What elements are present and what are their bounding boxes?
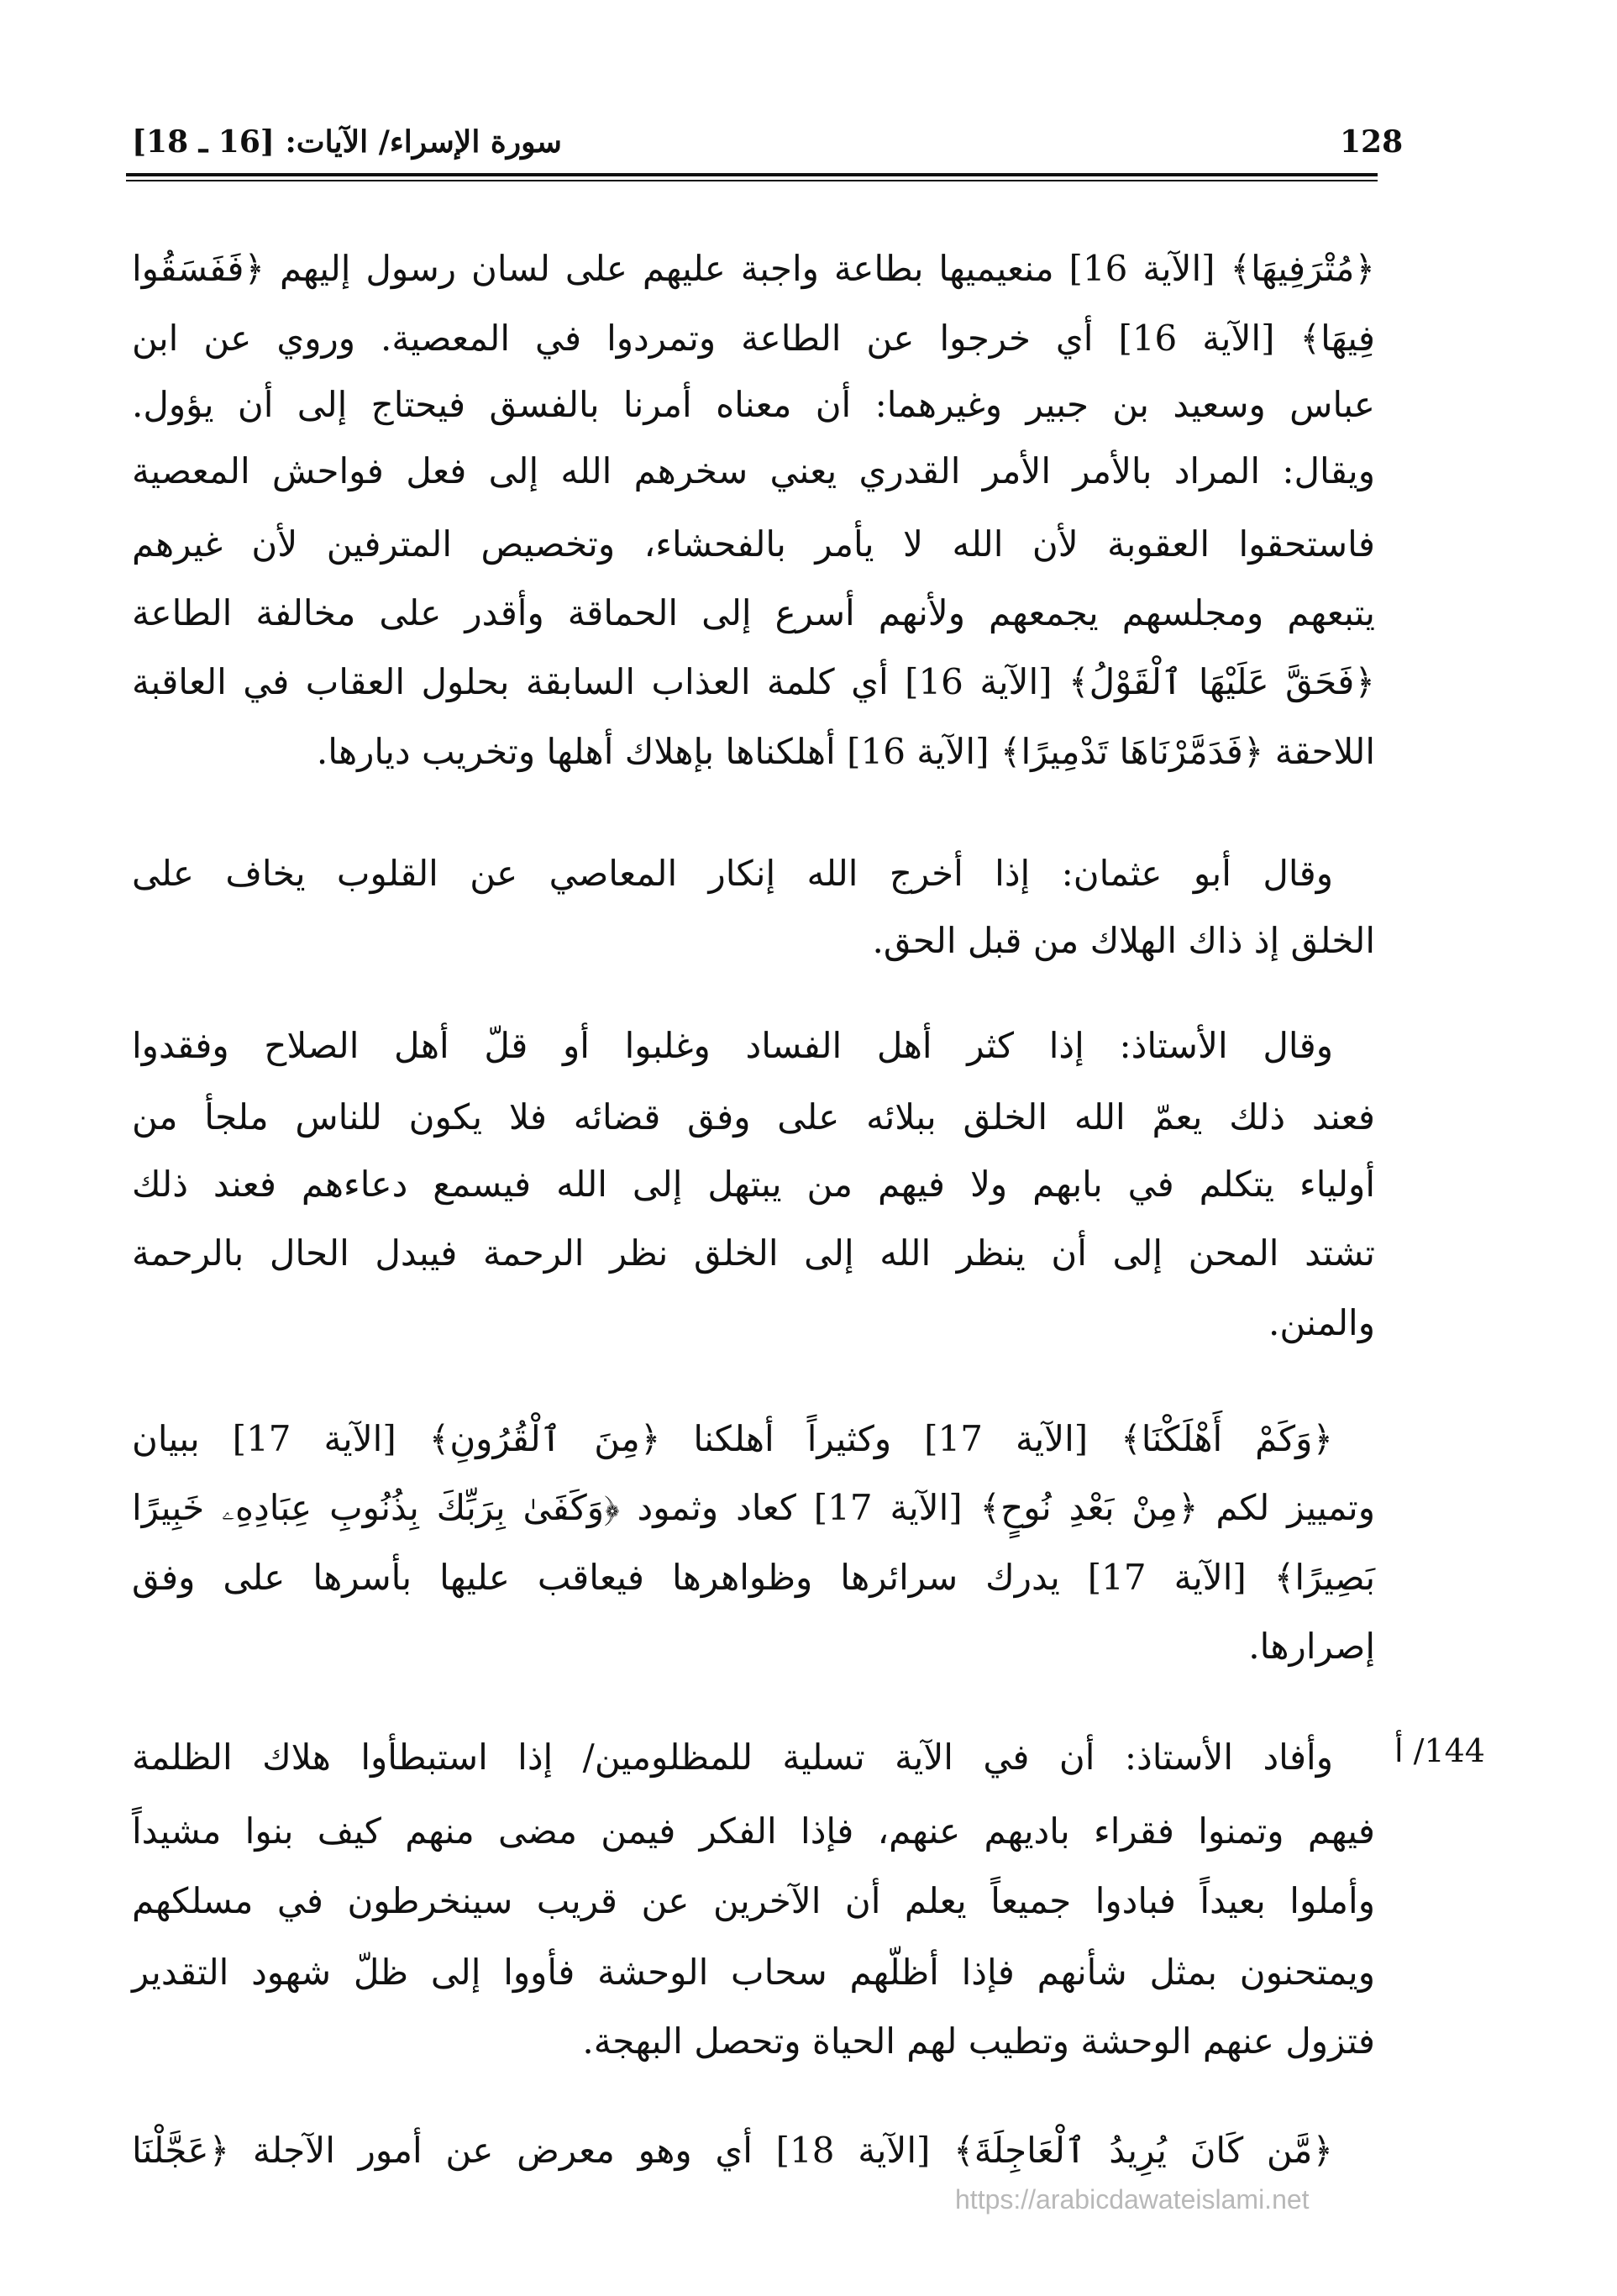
text-line: فاستحقوا العقوبة لأن الله لا يأمر بالفحشاء، وتخصيص المترفين لأن غيرهم	[132, 523, 1375, 565]
text-line: يتبعهم ومجلسهم يجمعهم ولأنهم أسرع إلى الحماقة وأقدر على مخالفة الطاعة	[132, 592, 1375, 633]
header-rule	[126, 173, 1378, 176]
text-line: عباس وسعيد بن جبير وغيرهما: أن معناه أمرنا بالفسق فيحتاج إلى أن يؤول.	[132, 384, 1375, 425]
text-line: فيهم وتمنوا فقراء باديهم عنهم، فإذا الفكر فيمن مضى منهم كيف بنوا مشيداً	[132, 1810, 1375, 1852]
text-line: وتمييز لكم ﴿مِنْ بَعْدِ نُوحٍ﴾ [الآية 17] كعاد وثمود ﴿وَكَفَىٰ بِرَبِّكَ بِذُنُوبِ عِبَادِهِۦ خَبِيرًا	[132, 1487, 1375, 1528]
text-line: وقال الأستاذ: إذا كثر أهل الفساد وغلبوا أو قلّ أهل الصلاح وفقدوا	[132, 1025, 1333, 1066]
text-line: ﴿وَكَمْ أَهْلَكْنَا﴾ [الآية 17] وكثيراً أهلكنا ﴿مِنَ ٱلْقُرُونِ﴾ [الآية 17] ببيان	[132, 1418, 1333, 1459]
manuscript-folio-note: 144/ أ	[1394, 1732, 1485, 1769]
text-line: اللاحقة ﴿فَدَمَّرْنَاهَا تَدْمِيرًا﴾ [الآية 16] أهلكناها بإهلاك أهلها وتخريب ديارها.	[316, 731, 1375, 772]
text-line: تشتد المحن إلى أن ينظر الله إلى الخلق نظر الرحمة فيبدل الحال بالرحمة	[132, 1232, 1375, 1274]
text-line: فتزول عنهم الوحشة وتطيب لهم الحياة وتحصل البهجة.	[582, 2020, 1375, 2062]
text-line: أولياء يتكلم في بابهم ولا فيهم من يبتهل إلى الله فيسمع دعاءهم فعند ذلك	[132, 1164, 1375, 1205]
text-line: وأفاد الأستاذ: أن في الآية تسلية للمظلومين/ إذا استبطأوا هلاك الظلمة	[132, 1736, 1333, 1778]
header-rule-thin	[126, 180, 1378, 181]
page-number: 128	[1340, 124, 1404, 160]
text-line: والمنن.	[1268, 1302, 1375, 1343]
watermark-url: https://arabicdawateislami.net	[955, 2184, 1310, 2215]
text-line: ويمتحنون بمثل شأنهم فإذا أظلّهم سحاب الوحشة فأووا إلى ظلّ شهود التقدير	[132, 1952, 1375, 1993]
text-line: ﴿فَحَقَّ عَلَيْهَا ٱلْقَوْلُ﴾ [الآية 16] أي كلمة العذاب السابقة بحلول العقاب في العاقبة	[132, 661, 1375, 702]
text-line: بَصِيرًا﴾ [الآية 17] يدرك سرائرها وظواهرها فيعاقب عليها بأسرها على وفق	[132, 1557, 1376, 1598]
running-header-title: سورة الإسراء/ الآيات: [16 ـ 18]	[132, 124, 562, 160]
text-line: ويقال: المراد بالأمر الأمر القدري يعني سخرهم الله إلى فعل فواحش المعصية	[132, 450, 1375, 491]
text-line: ﴿مَّن كَانَ يُرِيدُ ٱلْعَاجِلَةَ﴾ [الآية 18] أي وهو معرض عن أمور الآجلة ﴿عَجَّلْنَا	[132, 2130, 1334, 2171]
text-line: فعند ذلك يعمّ الله الخلق ببلائه على وفق قضائه فلا يكون للناس ملجأ من	[132, 1096, 1375, 1137]
text-line: الخلق إذ ذاك الهلاك من قبل الحق.	[872, 920, 1375, 961]
text-line: إصرارها.	[1248, 1626, 1375, 1667]
text-line: وقال أبو عثمان: إذا أخرج الله إنكار المعاصي عن القلوب يخاف على	[132, 853, 1333, 894]
text-line: فِيهَا﴾ [الآية 16] أي خرجوا عن الطاعة وتمردوا في المعصية. وروي عن ابن	[132, 318, 1375, 359]
text-line: ﴿مُتْرَفِيهَا﴾ [الآية 16] منعيميها بطاعة واجبة عليهم على لسان رسول إليهم ﴿فَفَسَقُوا	[132, 248, 1375, 289]
text-line: وأملوا بعيداً فبادوا جميعاً يعلم أن الآخرين عن قريب سينخرطون في مسلكهم	[132, 1880, 1375, 1921]
